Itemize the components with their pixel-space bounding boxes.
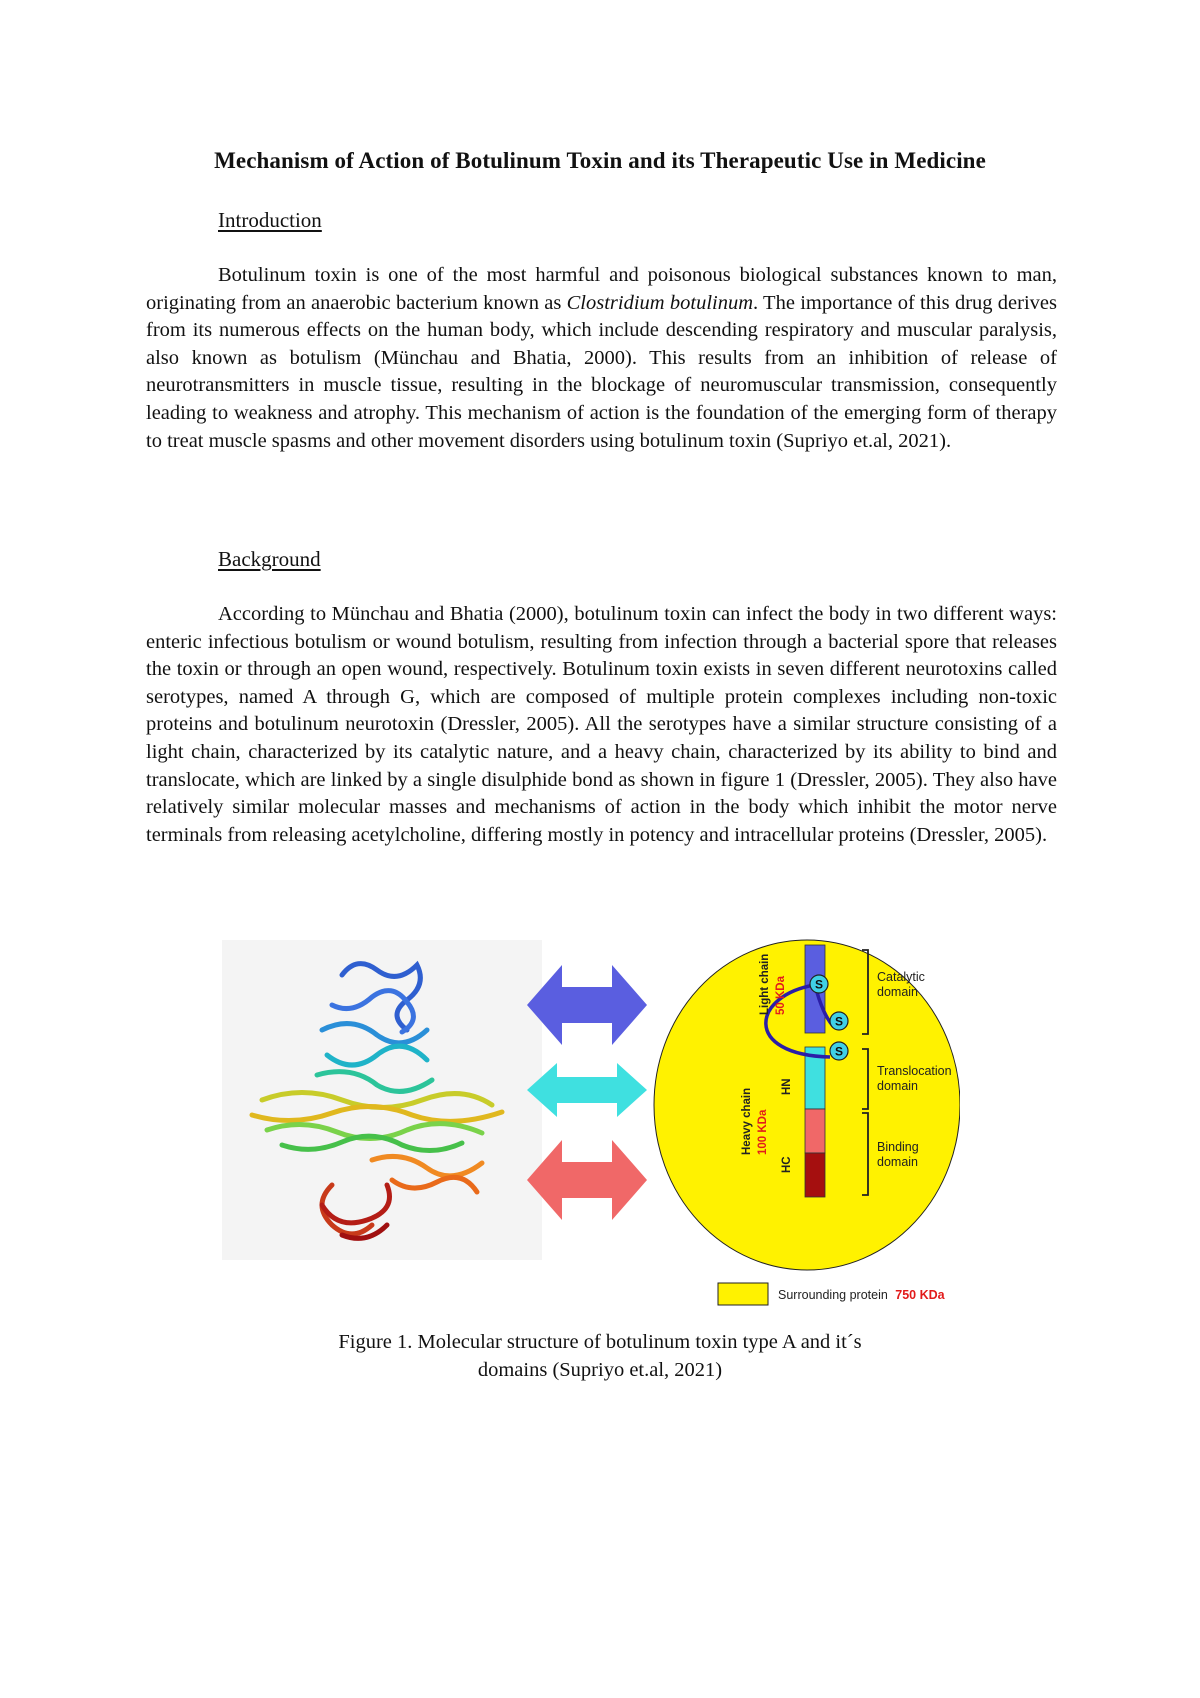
protein-ribbon-image <box>222 940 542 1260</box>
blue-double-arrow <box>527 965 647 1045</box>
svg-text:S: S <box>834 1044 844 1059</box>
cyan-double-arrow <box>527 1063 647 1117</box>
legend-mass: 750 KDa <box>895 1288 945 1302</box>
toxin-domain-diagram <box>654 940 960 1270</box>
species-name: Clostridium botulinum <box>566 291 754 314</box>
binding-segment-upper <box>805 1109 825 1153</box>
translocation-label-2: domain <box>877 1079 918 1093</box>
catalytic-label-2: domain <box>877 985 918 999</box>
figure-legend <box>718 1283 946 1305</box>
heading-introduction: Introduction <box>218 208 322 232</box>
hc-label: HC <box>781 1156 793 1173</box>
catalytic-label: Catalytic <box>877 970 925 984</box>
svg-text:S: S <box>814 977 824 992</box>
caption-line-2: domains (Supriyo et.al, 2021) <box>477 1359 723 1381</box>
svg-text:Surrounding protein 75 <box>778 1288 946 1302</box>
light-chain-label: Light chain <box>759 953 771 1015</box>
legend-text: Surrounding protein <box>778 1288 888 1302</box>
binding-segment-lower <box>805 1153 825 1197</box>
intro-text-part-2: . The importance of this drug derives from its numerous effects on the human body, which include descending respiratory and muscular paralysis, also known as botulism (Münchau and Bhatia, 2000). This results from an inhibition of release of neurotransmitters in muscle tissue, resulting in the blockage of neuromuscular transmission, consequently leading to weakness and atrophy. This mechanism of action is the foundation of the emerging form of therapy to treat muscle spasms and other movement disorders using botulinum toxin (Supriyo et.al, 2021). <box>146 291 1057 452</box>
heading-background: Background <box>218 547 321 571</box>
binding-label: Binding <box>877 1140 919 1154</box>
figure-caption <box>0 1328 1200 1384</box>
figure-botulinum-structure <box>222 935 960 1310</box>
paragraph-introduction <box>146 262 1057 455</box>
red-double-arrow <box>527 1140 647 1220</box>
document-title: Mechanism of Action of Botulinum Toxin and its Therapeutic Use in Medicine <box>214 148 986 173</box>
light-chain-mass: 50 KDa <box>775 976 787 1015</box>
binding-label-2: domain <box>877 1155 918 1169</box>
hn-label: HN <box>781 1078 793 1095</box>
heavy-chain-mass: 100 KDa <box>757 1109 769 1155</box>
heavy-chain-label: Heavy chain <box>741 1087 753 1155</box>
caption-line-1: Figure 1. Molecular structure of botulinum toxin type A and it´s <box>338 1331 862 1353</box>
svg-text:S: S <box>834 1014 844 1029</box>
translocation-label: Translocation <box>877 1064 952 1078</box>
intro-text-part-1: Botulinum toxin is one of the most harmful and poisonous biological substances known to man, originating from an anaerobic bacterium known as <box>146 264 1057 314</box>
paragraph-background: According to Münchau and Bhatia (2000), botulinum toxin can infect the body in two different ways: enteric infectious botulism or wound botulism, resulting from infection through a bacterial spore that releases the toxin or through an open wound, respectively. Botulinum toxin exists in seven different neurotoxins called serotypes, named A through G, which are composed of multiple protein complexes including non-toxic proteins and botulinum neurotoxin (Dressler, 2005). All the serotypes have a similar structure consisting of a light chain, characterized by its catalytic nature, and a heavy chain, characterized by its ability to bind and translocate, which are linked by a single disulphide bond as shown in figure 1 (Dressler, 2005). They also have relatively similar molecular masses and mechanisms of action in the body which inhibit the motor nerve terminals from releasing acetylcholine, differing mostly in potency and intracellular proteins (Dressler, 2005). <box>146 603 1057 846</box>
